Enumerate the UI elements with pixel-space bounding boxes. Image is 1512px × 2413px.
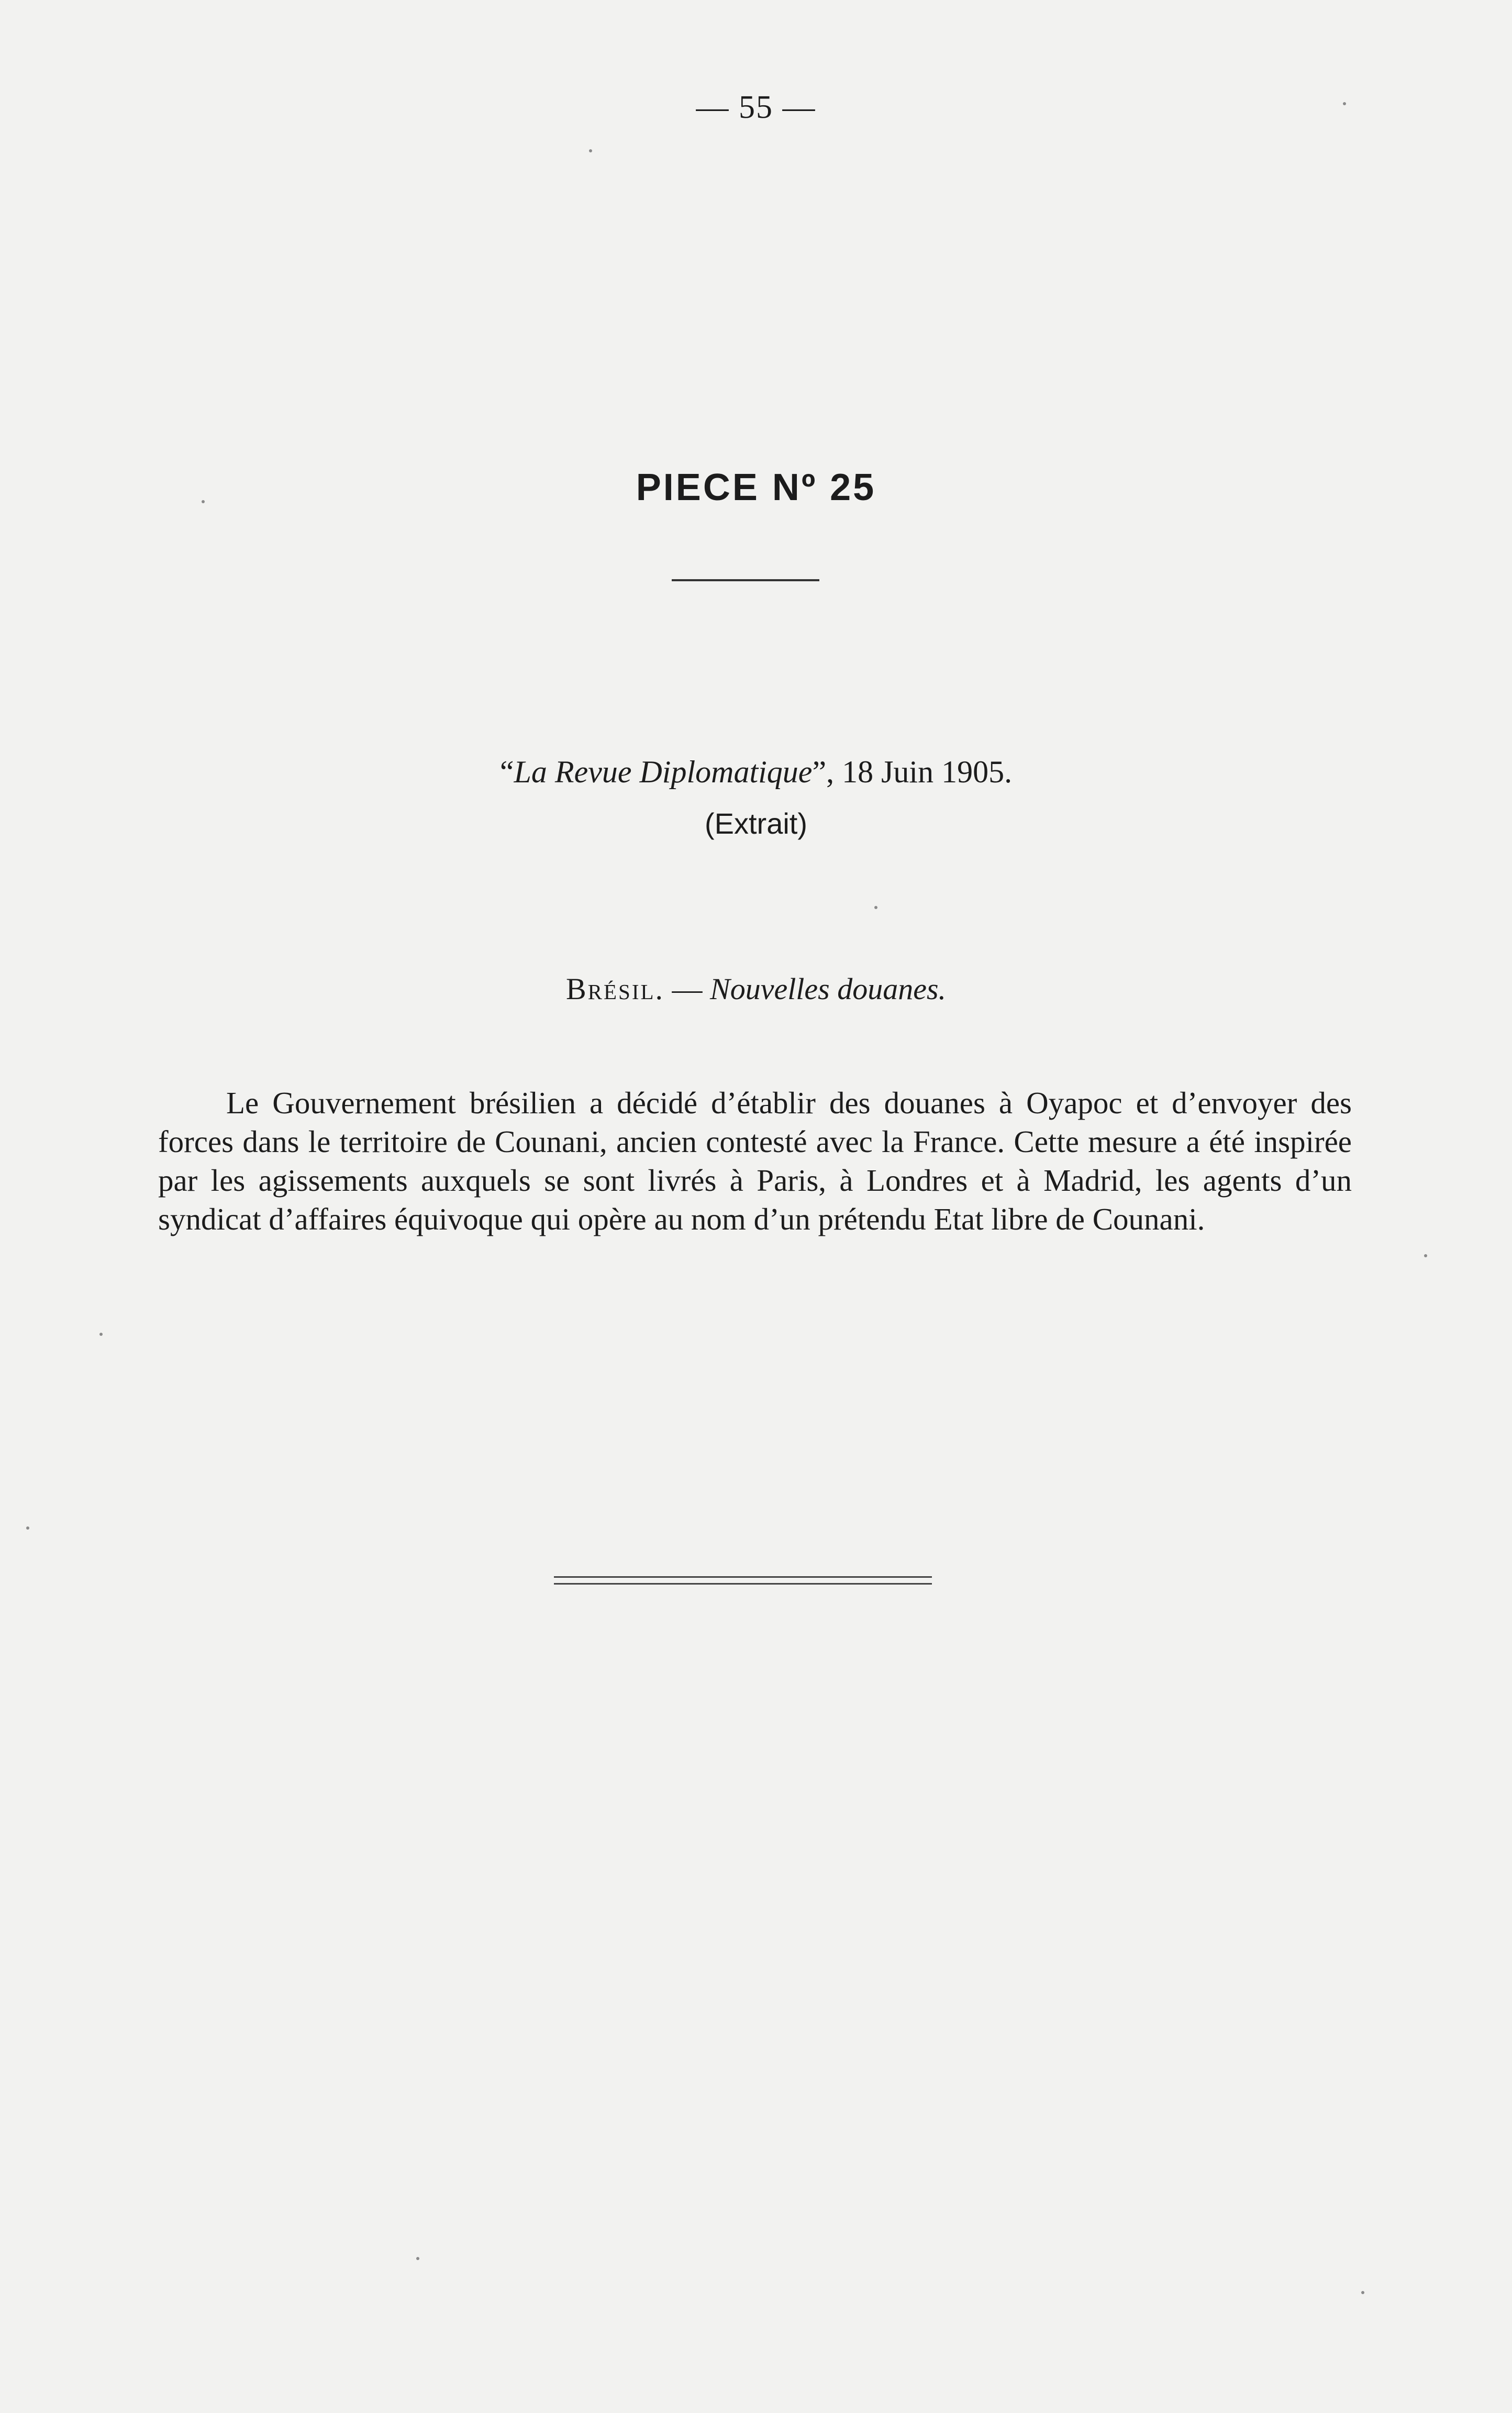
- title-divider: [672, 579, 819, 581]
- section-separator: —: [664, 972, 710, 1006]
- source-open-quote: “: [499, 755, 514, 789]
- extract-label: (Extrait): [705, 807, 807, 840]
- paper-speck: [1361, 2291, 1364, 2294]
- section-subject: Nouvelles douanes.: [710, 972, 947, 1006]
- paper-speck: [589, 149, 592, 152]
- end-divider: [554, 1576, 932, 1585]
- paper-speck: [202, 500, 205, 503]
- section-heading: [0, 971, 1512, 1006]
- source-citation: [0, 754, 1512, 790]
- paper-speck: [1343, 102, 1346, 105]
- paper-speck: [26, 1526, 29, 1530]
- paper-speck: [99, 1333, 103, 1336]
- source-publication: La Revue Diplomatique: [514, 755, 813, 789]
- section-country: Brésil.: [565, 972, 665, 1006]
- source-date: ”, 18 Juin 1905.: [812, 755, 1013, 789]
- paper-speck: [416, 2257, 419, 2260]
- page-number: — 55 —: [696, 90, 816, 125]
- paper-speck: [874, 906, 877, 909]
- piece-title: PIECE Nº 25: [636, 467, 876, 508]
- paper-speck: [1424, 1254, 1427, 1257]
- body-paragraph: Le Gouvernement brésilien a décidé d’établir des douanes à Oyapoc et d’envoyer des forces dans le territoire de Counani, ancien contesté avec la France. Cette mesure a été inspirée par les agissements auxquels se sont livrés à Paris, à Londres et à Madrid, les agents d’un syndicat d’affaires équivoque qui opère au nom d’un prétendu Etat libre de Counani.: [158, 1086, 1352, 1236]
